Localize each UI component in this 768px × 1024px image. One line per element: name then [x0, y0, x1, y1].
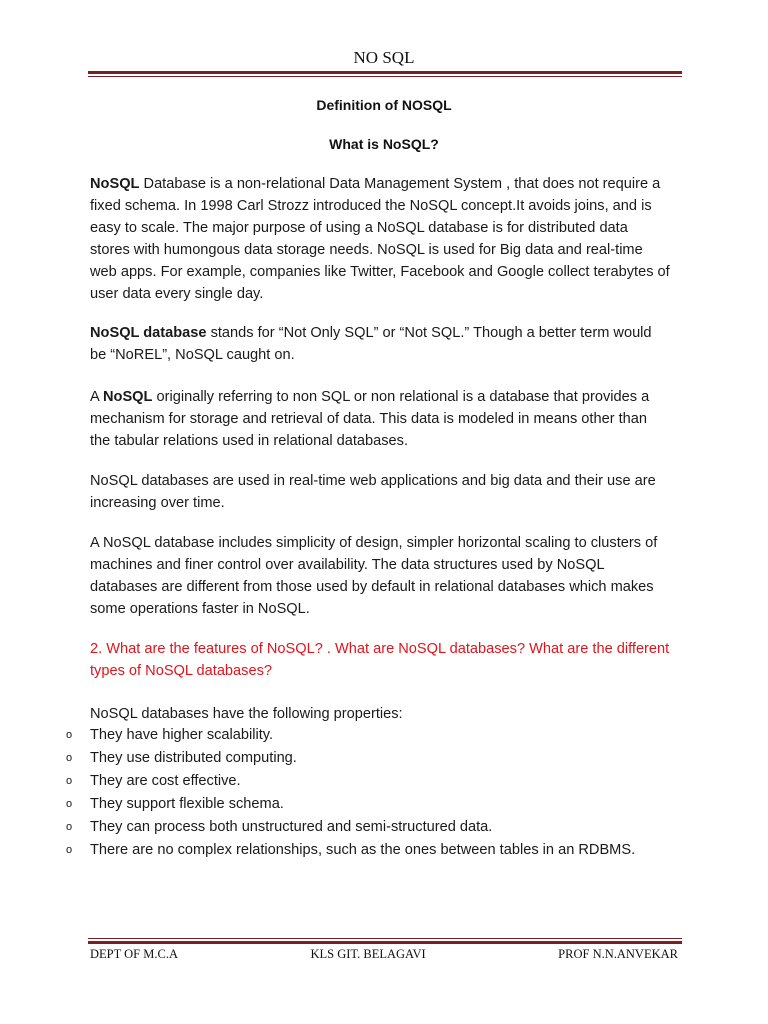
- list-item: [66, 816, 686, 839]
- list-item: [66, 793, 686, 816]
- header-rule-thick: [88, 71, 682, 74]
- paragraph-originally-prefix: A: [90, 389, 103, 405]
- paragraph-stands-for-text: stands for “Not Only SQL” or “Not SQL.” Though a better term would be “NoREL”, NoSQL caught on.: [90, 325, 652, 363]
- footer-rule-thick: [88, 941, 682, 944]
- paragraph-realtime: NoSQL databases are used in real-time web applications and big data and their use are increasing over time.: [90, 473, 656, 511]
- bullet-circle-icon: o: [66, 752, 73, 764]
- list-item: [66, 747, 686, 770]
- list-item-text: They are cost effective.: [90, 773, 241, 789]
- list-item: [66, 839, 686, 862]
- footer-department: DEPT OF M.C.A: [90, 947, 178, 961]
- definition-heading: Definition of NOSQL: [316, 97, 452, 113]
- properties-list: [66, 724, 686, 862]
- paragraph-originally-bold: NoSQL: [102, 389, 153, 405]
- bullet-circle-icon: o: [66, 775, 73, 787]
- footer-rule-thin: [88, 938, 682, 939]
- bullet-circle-icon: o: [66, 798, 73, 810]
- footer-author: PROF N.N.ANVEKAR: [558, 947, 678, 961]
- list-item-text: They use distributed computing.: [90, 750, 297, 766]
- properties-intro: NoSQL databases have the following properties:: [90, 706, 403, 722]
- list-item-text: They have higher scalability.: [90, 727, 274, 743]
- bullet-circle-icon: o: [66, 844, 73, 856]
- paragraph-stands-for: [90, 322, 670, 366]
- page-header-title: NO SQL: [353, 48, 415, 67]
- what-is-heading: What is NoSQL?: [329, 136, 439, 152]
- page-footer: [90, 947, 678, 962]
- footer-institution: KLS GIT. BELAGAVI: [310, 947, 426, 961]
- paragraph-stands-for-bold: NoSQL database: [90, 325, 207, 341]
- paragraph-simplicity: A NoSQL database includes simplicity of design, simpler horizontal scaling to clusters of machines and finer control over availability. The data structures used by NoSQL databases are different from those used by default in relational databases which makes some operations faster in NoSQL.: [90, 535, 658, 617]
- features-question: 2. What are the features of NoSQL? . What are NoSQL databases? What are the different types of NoSQL databases?: [90, 641, 670, 679]
- paragraph-intro: [90, 173, 670, 305]
- paragraph-originally: [90, 386, 670, 452]
- bullet-circle-icon: o: [66, 821, 73, 833]
- list-item: [66, 770, 686, 793]
- paragraph-intro-bold: NoSQL: [90, 176, 140, 192]
- paragraph-intro-text: Database is a non-relational Data Management System , that does not require a fixed schema. In 1998 Carl Strozz introduced the NoSQL concept.It avoids joins, and is easy to scale. The major purpose of using a NoSQL database is for distributed data stores with humongous data storage needs. NoSQL is used for Big data and real-time web apps. For example, companies like Twitter, Facebook and Google collect terabytes of user data every single day.: [90, 176, 670, 302]
- list-item-text: There are no complex relationships, such as the ones between tables in an RDBMS.: [90, 842, 636, 858]
- list-item-text: They can process both unstructured and semi-structured data.: [90, 819, 493, 835]
- bullet-circle-icon: o: [66, 729, 73, 741]
- paragraph-originally-text: originally referring to non SQL or non relational is a database that provides a mechanism for storage and retrieval of data. This data is modeled in means other than the tabular relations used in relational databases.: [90, 389, 650, 449]
- header-rule-thin: [88, 76, 682, 77]
- list-item: [66, 724, 686, 747]
- list-item-text: They support flexible schema.: [90, 796, 284, 812]
